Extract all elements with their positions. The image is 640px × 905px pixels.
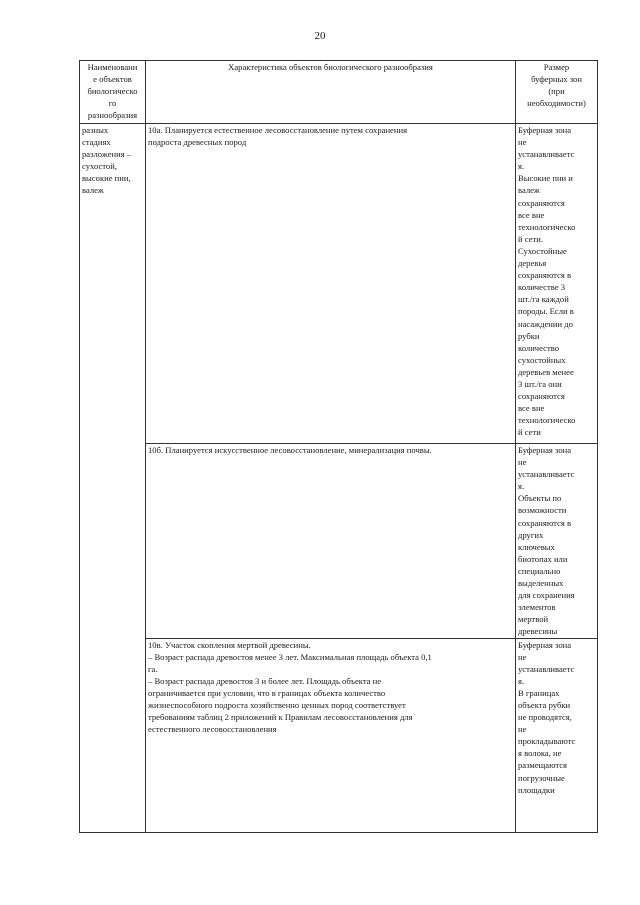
header-buffer-size-line: буферных зон	[531, 74, 582, 85]
buffer-line: 3 шт./га они	[518, 378, 562, 389]
buffer-line: я.	[518, 675, 525, 686]
buffer-line: погрузочные	[518, 772, 565, 783]
object-name-line: разных	[82, 125, 109, 135]
object-name-line: стадиях	[82, 137, 111, 148]
buffer-line: количестве 3	[518, 282, 565, 293]
buffer-line: насаждении до	[518, 318, 573, 329]
buffer-line: объекта рубки	[518, 699, 571, 710]
buffer-line: других	[518, 529, 544, 540]
buffer-line: сохраняются	[518, 391, 565, 402]
buffer-line: шт./га каждой	[518, 294, 569, 305]
buffer-line: биотопах или	[518, 553, 568, 564]
buffer-line: я.	[518, 481, 525, 492]
object-name-line: высокие пни,	[82, 173, 131, 184]
buffer-line: площадки	[518, 784, 555, 795]
buffer-line: устанавливаетс	[518, 663, 575, 674]
buffer-line: й сети	[518, 427, 541, 438]
buffer-line: Высокие пни и	[518, 173, 573, 184]
buffer-line: сохраняются в	[518, 517, 571, 528]
table-row	[80, 638, 598, 832]
object-name-line: валеж	[82, 185, 104, 196]
buffer-line: ключевых	[518, 541, 555, 552]
buffer-line: устанавливаетс	[518, 149, 575, 160]
buffer-line: В границах	[518, 687, 560, 698]
header-object-name-line: биологическо	[87, 86, 138, 97]
buffer-line: специально	[518, 565, 561, 576]
header-object-name-line: Наименовани	[87, 62, 138, 72]
buffer-line: Буферная зона	[518, 639, 572, 650]
characteristic-line: жизнеспособного подроста хозяйственно ценных пород соответствует	[148, 699, 406, 710]
buffer-line: возможности	[518, 505, 567, 516]
buffer-line: элементов	[518, 602, 556, 613]
buffer-line: для сохранения	[518, 590, 575, 601]
characteristic-line: естественного лесовосстановления	[148, 724, 277, 735]
buffer-line: Буферная зона	[518, 125, 572, 135]
buffer-line: не	[518, 724, 527, 735]
biodiversity-table	[79, 60, 598, 833]
buffer-line: сохраняются	[518, 197, 565, 208]
buffer-line: деревья	[518, 258, 547, 269]
header-object-name	[80, 61, 146, 124]
characteristic-line: требованиям таблиц 2 приложений к Правилам лесовосстановления для	[148, 712, 413, 723]
buffer-cell-10a	[516, 124, 598, 444]
characteristic-line: – Возраст распада древостоя 3 и более лет. Площадь объекта не	[148, 675, 382, 686]
header-buffer-size-line: (при	[548, 86, 565, 97]
object-name-cell	[80, 124, 146, 833]
header-buffer-size-line: необходимости)	[527, 98, 586, 109]
table-row	[80, 444, 598, 639]
buffer-line: сухостойных	[518, 354, 566, 365]
page-number: 20	[314, 30, 326, 42]
characteristic-cell-10b	[146, 444, 516, 639]
buffer-line: не	[518, 457, 527, 468]
buffer-line: все вне	[518, 403, 545, 414]
buffer-line: Буферная зона	[518, 445, 572, 455]
buffer-line: не	[518, 651, 527, 662]
buffer-line: Сухостойные	[518, 245, 567, 256]
object-name-line: разложения –	[82, 149, 132, 160]
buffer-line: все вне	[518, 209, 545, 220]
header-buffer-size	[516, 61, 598, 124]
buffer-line: технологическо	[518, 415, 576, 426]
header-characteristic: Характеристика объектов биологического разнообразия	[146, 61, 516, 124]
buffer-line: древесины	[518, 626, 558, 637]
header-object-name-line: го	[108, 98, 117, 109]
buffer-line: размещаются	[518, 760, 568, 771]
buffer-line: выделенных	[518, 578, 564, 589]
buffer-cell-10b	[516, 444, 598, 639]
characteristic-line: 10в. Участок скопления мертвой древесины.	[148, 639, 311, 650]
buffer-line: валеж	[518, 185, 540, 196]
buffer-line: не проводятся,	[518, 712, 572, 723]
characteristic-line: подроста древесных пород	[148, 137, 247, 148]
characteristic-line: – Возраст распада древостоя менее 3 лет. Максимальная площадь объекта 0,1	[148, 651, 432, 662]
buffer-line: не	[518, 137, 527, 148]
header-buffer-size-line: Размер	[543, 62, 570, 72]
characteristic-line: ограничивается при условии, что в границах объекта количество	[148, 687, 386, 698]
characteristic-line: 10а. Планируется естественное лесовосстановление путем сохранения	[148, 125, 408, 135]
table-header-row	[80, 61, 598, 124]
buffer-line: устанавливаетс	[518, 469, 575, 480]
buffer-line: я.	[518, 161, 525, 172]
characteristic-line: 10б. Планируется искусственное лесовосстановление, минерализация почвы.	[148, 445, 432, 455]
buffer-line: мертвой	[518, 614, 549, 625]
characteristic-line: га.	[148, 663, 158, 674]
buffer-line: породы. Если в	[518, 306, 574, 317]
characteristic-cell-10a	[146, 124, 516, 444]
buffer-line: технологическо	[518, 221, 576, 232]
buffer-line: сохраняются в	[518, 270, 571, 281]
object-name-line: сухостой,	[82, 161, 117, 172]
buffer-line: рубки	[518, 330, 540, 341]
header-object-name-line: е объектов	[93, 74, 132, 85]
buffer-line: Объекты по	[518, 493, 562, 504]
buffer-line: й сети.	[518, 233, 543, 244]
buffer-line: количество	[518, 342, 560, 353]
buffer-cell-10v	[516, 638, 598, 832]
header-object-name-line: разнообразия	[87, 110, 138, 121]
characteristic-cell-10v	[146, 638, 516, 832]
buffer-line: прокладываютс	[518, 736, 576, 747]
buffer-line: я волока, не	[518, 748, 562, 759]
table-row	[80, 124, 598, 444]
buffer-line: деревьев менее	[518, 366, 574, 377]
